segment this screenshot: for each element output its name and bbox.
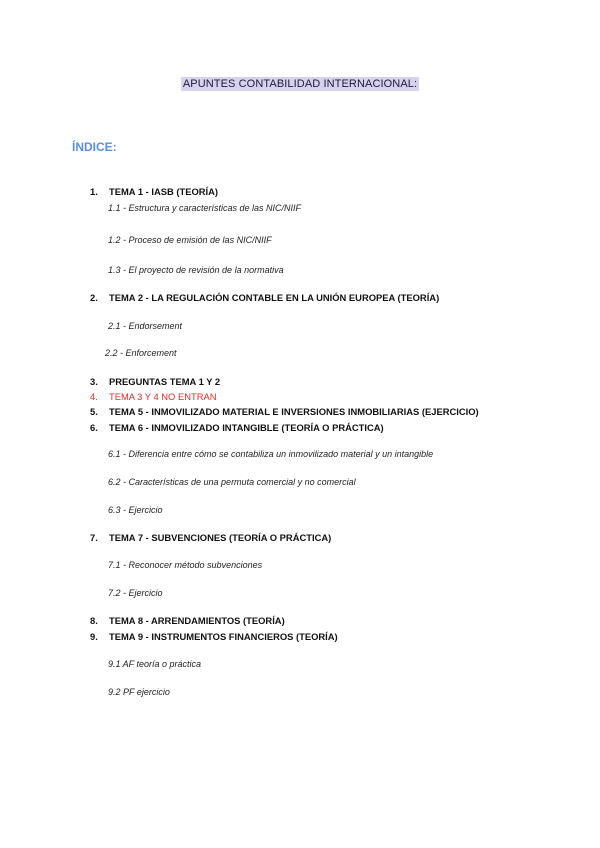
item-text: TEMA 3 Y 4 NO ENTRAN (109, 391, 217, 402)
item-number: 8. (90, 615, 98, 626)
subitem-7-2: 7.2 - Ejercicio (108, 588, 163, 598)
item-text: TEMA 9 - INSTRUMENTOS FINANCIEROS (TEORÍA) (109, 631, 338, 642)
subitem-1-3: 1.3 - El proyecto de revisión de la normativa (108, 265, 284, 275)
subitem-6-3: 6.3 - Ejercicio (108, 505, 163, 515)
document-title: APUNTES CONTABILIDAD INTERNACIONAL: (182, 78, 418, 90)
item-number: 2. (90, 292, 98, 303)
subitem-1-2: 1.2 - Proceso de emisión de las NIC/NIIF (108, 235, 272, 245)
item-text: TEMA 1 - IASB (TEORÍA) (109, 186, 219, 197)
item-number: 3. (90, 376, 98, 387)
item-text: TEMA 6 - INMOVILIZADO INTANGIBLE (TEORÍA O PRÁCTICA) (109, 422, 384, 433)
item-number: 7. (90, 532, 98, 543)
subitem-2-1: 2.1 - Endorsement (108, 321, 183, 331)
item-number: 4. (90, 391, 98, 402)
subitem-2-2: 2.2 - Enforcement (105, 348, 177, 358)
item-number: 5. (90, 406, 98, 417)
subitem-6-2: 6.2 - Características de una permuta comercial y no comercial (108, 477, 356, 487)
item-text: TEMA 2 - LA REGULACIÓN CONTABLE EN LA UNIÓN EUROPEA (TEORÍA) (109, 292, 440, 303)
item-text: TEMA 5 - INMOVILIZADO MATERIAL E INVERSIONES INMOBILIARIAS (EJERCICIO) (109, 406, 479, 417)
subitem-7-1: 7.1 - Reconocer método subvenciones (108, 560, 263, 570)
item-number: 9. (90, 631, 98, 642)
item-number: 1. (90, 186, 98, 197)
subitem-9-1: 9.1 AF teoría o práctica (108, 659, 202, 669)
subitem-9-2: 9.2 PF ejercicio (108, 687, 170, 697)
item-text: TEMA 7 - SUBVENCIONES (TEORÍA O PRÁCTICA) (109, 532, 332, 543)
item-number: 6. (90, 422, 98, 433)
item-text: TEMA 8 - ARRENDAMIENTOS (TEORÍA) (109, 615, 285, 626)
subitem-6-1: 6.1 - Diferencia entre cómo se contabiliza un inmovilizado material y un intangible (108, 449, 434, 459)
title-wrapper (0, 74, 600, 92)
index-heading: ÍNDICE: (72, 140, 117, 154)
subitem-1-1: 1.1 - Estructura y características de las NIC/NIIF (108, 203, 302, 213)
item-text: PREGUNTAS TEMA 1 Y 2 (109, 376, 221, 387)
